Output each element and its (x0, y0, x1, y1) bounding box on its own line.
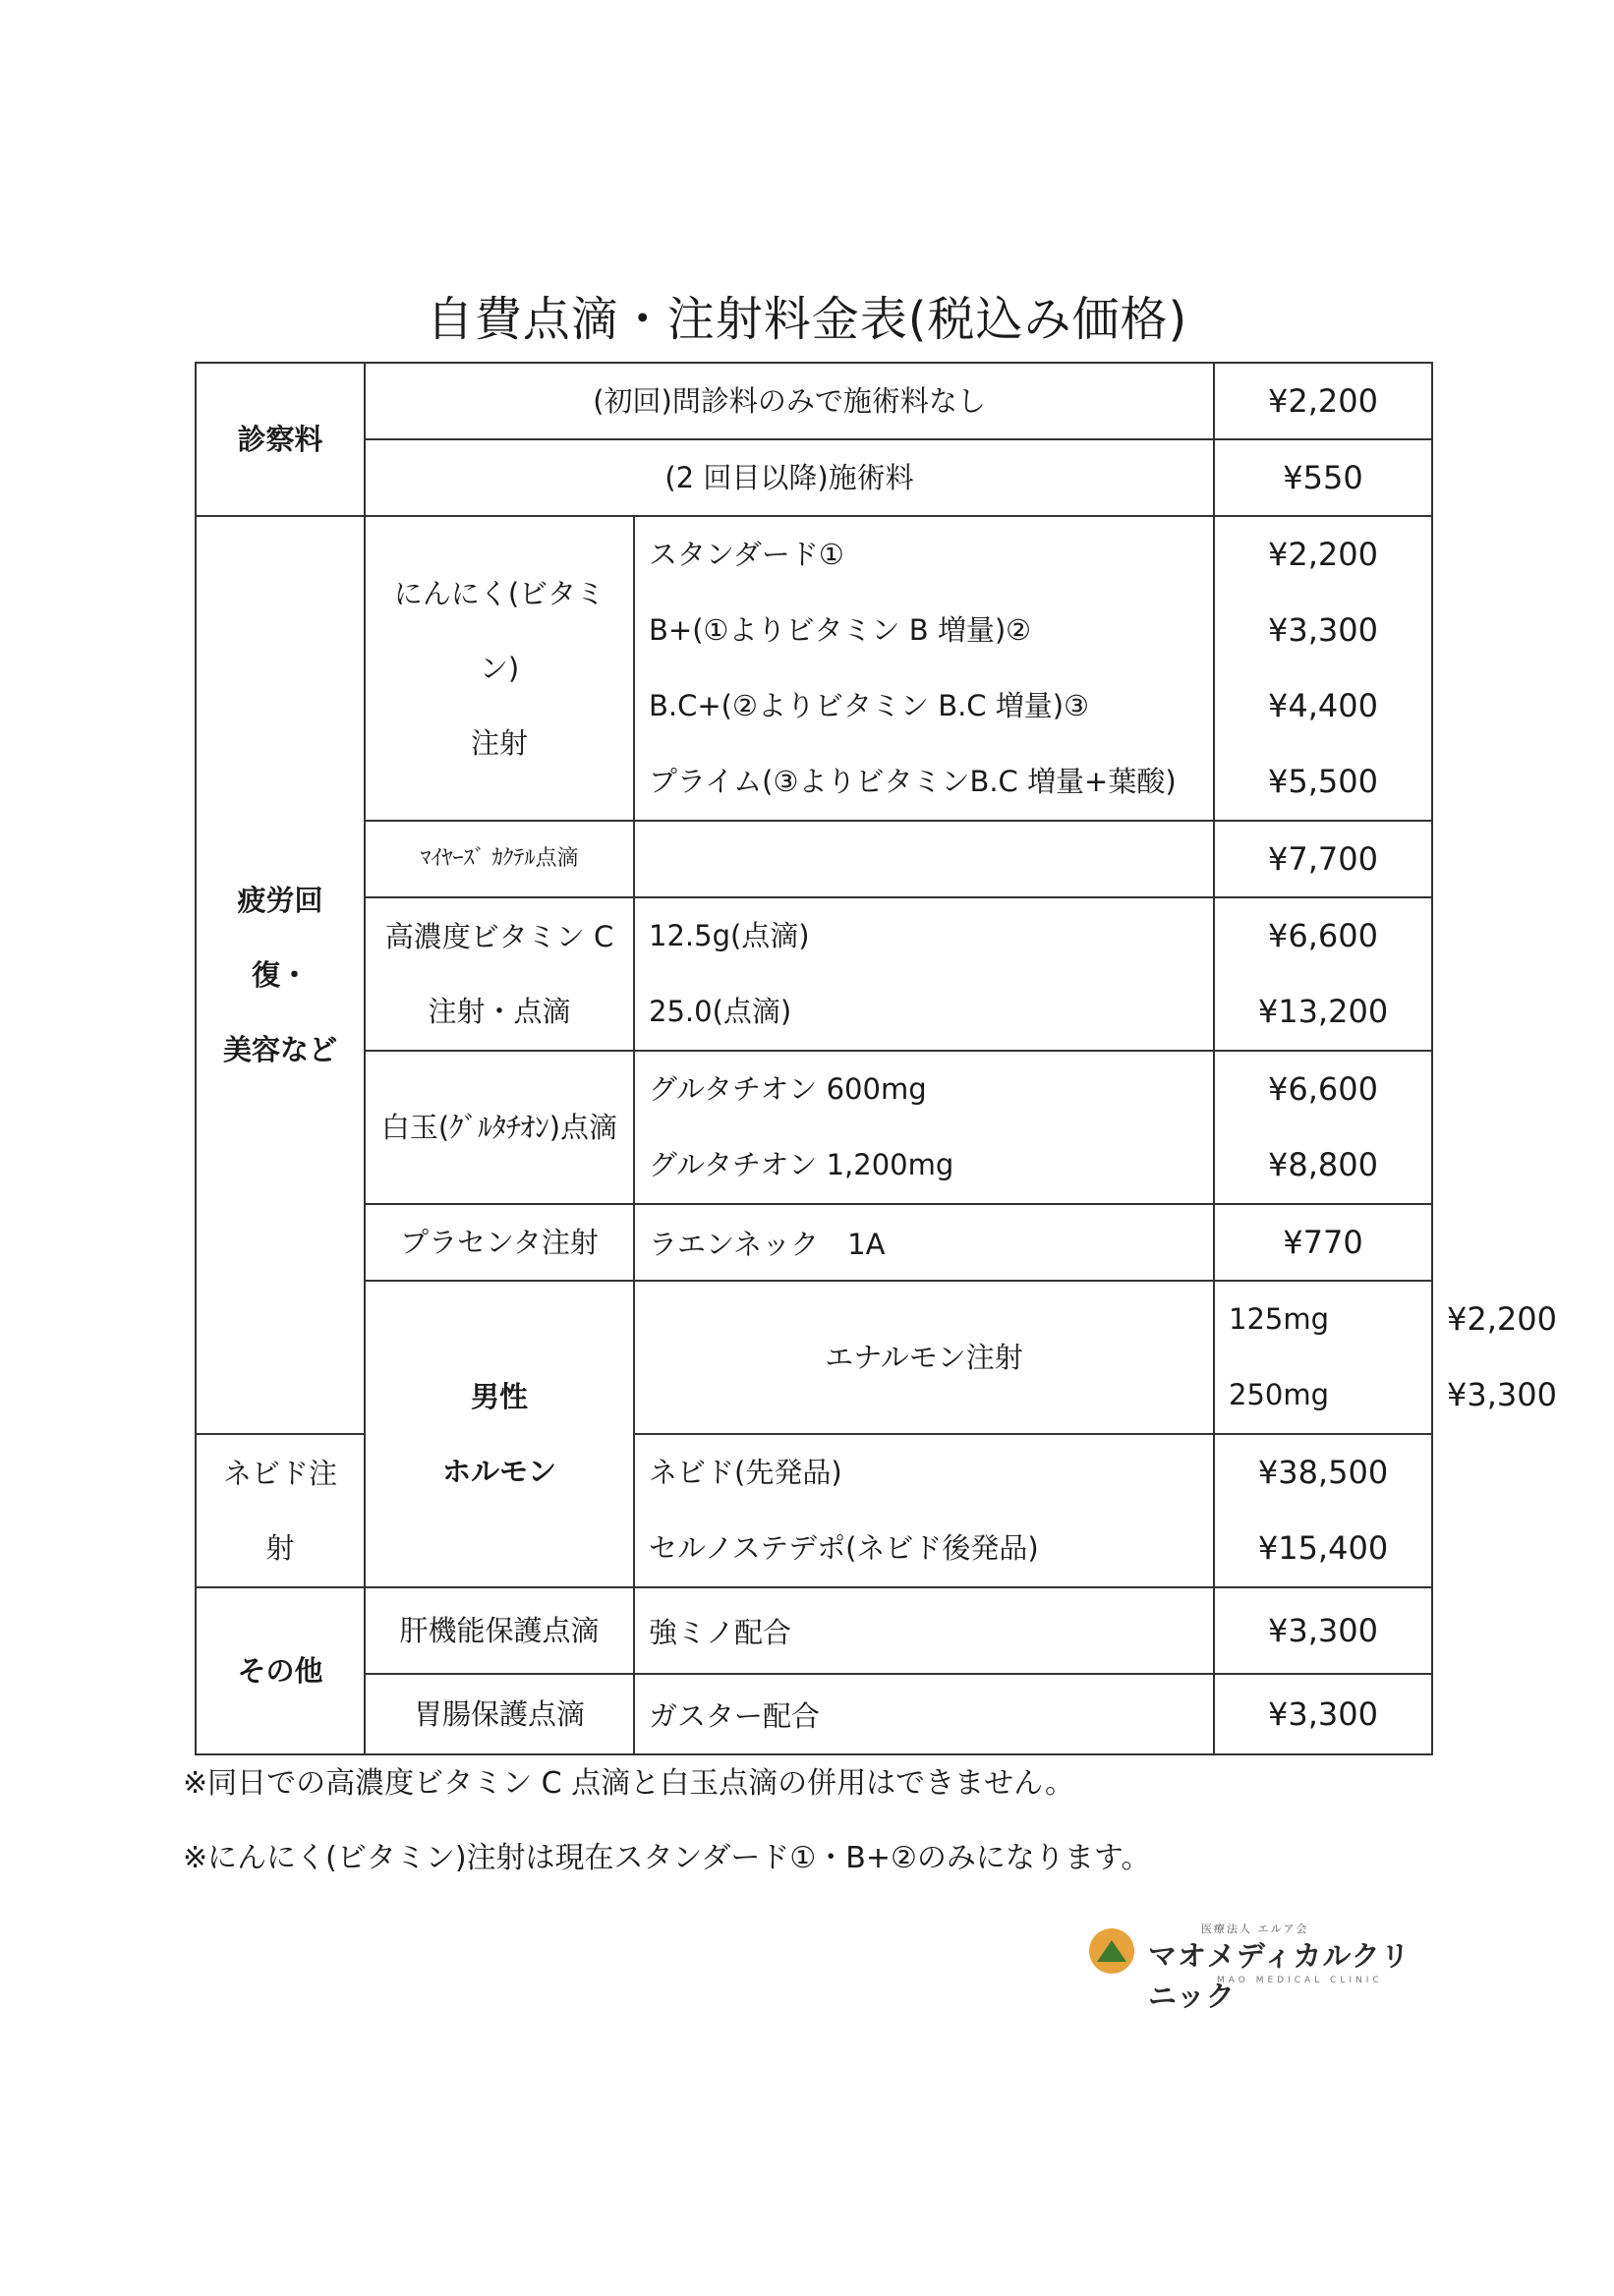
logo-corp: 医療法人 エルア会 (1201, 1923, 1309, 1935)
enarmon-label: エナルモン注射 (634, 1281, 1214, 1434)
nebido-label: ネビド注射 (196, 1434, 365, 1587)
category-male-hormone (365, 1281, 634, 1587)
price: ¥13,200 (1257, 993, 1389, 1030)
table-row (196, 821, 1432, 897)
price: ¥6,600 (1268, 917, 1378, 954)
myers-label: ﾏｲﾔｰｽﾞ ｶｸﾃﾙ点滴 (365, 821, 634, 897)
garlic-items (634, 516, 1214, 821)
table-row (196, 439, 1432, 516)
shiratama-items (634, 1051, 1214, 1204)
logo-sub: MAO MEDICAL CLINIC (1217, 1976, 1383, 1985)
price: ¥5,500 (1268, 763, 1378, 800)
other-item: ガスター配合 (634, 1674, 1214, 1754)
placenta-price: ¥770 (1214, 1204, 1432, 1281)
vitc-items (634, 897, 1214, 1051)
list-item: プライム(③よりビタミンB.C 増量+葉酸) (649, 765, 1177, 798)
list-item: 250mg (1229, 1378, 1330, 1411)
other-item: 強ミノ配合 (634, 1587, 1214, 1674)
category-consultation: 診察料 (196, 363, 365, 516)
placenta-item: ラエンネック 1A (634, 1204, 1214, 1281)
category-line: ホルモン (441, 1455, 556, 1488)
list-item: B.C+(②よりビタミン B.C 増量)③ (649, 689, 1090, 722)
page-title: 自費点滴・注射料金表(税込み価格) (426, 292, 1188, 347)
table-row (196, 1051, 1432, 1204)
price: ¥38,500 (1257, 1454, 1389, 1491)
label-line: 注射・点滴 (428, 995, 571, 1028)
table-row (196, 1204, 1432, 1281)
garlic-label (365, 516, 634, 821)
table-row: 男性 ホルモン エナルモン注射 125mg 250mg ¥2,200 ¥3,300 (196, 1281, 1432, 1434)
label-line: 注射 (470, 726, 528, 760)
price: ¥3,300 (1268, 611, 1378, 649)
category-line: 美容など (222, 1033, 337, 1066)
list-item: グルタチオン 600mg (649, 1072, 927, 1106)
myers-price: ¥7,700 (1214, 821, 1432, 897)
logo-name: マオメディカルクリニック (1148, 1939, 1411, 2013)
shiratama-label: 白玉(ｸﾞﾙﾀﾁｵﾝ)点滴 (365, 1051, 634, 1204)
other-label: 胃腸保護点滴 (365, 1674, 634, 1754)
other-label: 肝機能保護点滴 (365, 1587, 634, 1674)
row-price: ¥2,200 (1214, 363, 1432, 439)
price: ¥2,200 (1268, 536, 1378, 573)
row-price: ¥550 (1214, 439, 1432, 516)
table-row (196, 363, 1432, 439)
label-line: 高濃度ビタミン C (384, 920, 614, 953)
note-text: ※にんにく(ビタミン)注射は現在スタンダード①・B+②のみになります。 (183, 1841, 1151, 1875)
table-row (196, 1674, 1432, 1754)
price: ¥8,800 (1268, 1146, 1378, 1183)
fee-table (195, 362, 1557, 1755)
garlic-prices (1214, 516, 1432, 821)
category-fatigue (196, 516, 365, 1434)
vitc-label (365, 897, 634, 1051)
list-item: 12.5g(点滴) (649, 919, 810, 952)
other-price: ¥3,300 (1214, 1587, 1432, 1674)
row-item: (2 回目以降)施術料 (365, 439, 1214, 516)
nebido-prices (1214, 1434, 1432, 1587)
row-item: (初回)問診料のみで施術料なし (365, 363, 1214, 439)
category-line: 疲労回復・ (237, 884, 323, 992)
other-price: ¥3,300 (1214, 1674, 1432, 1754)
clinic-logo (1089, 1923, 1423, 2013)
label-line: にんにく(ビタミン) (393, 577, 605, 685)
notes (183, 1759, 1150, 1909)
price: ¥6,600 (1268, 1070, 1378, 1108)
price: ¥4,400 (1268, 687, 1378, 724)
vitc-prices (1214, 897, 1432, 1051)
list-item: グルタチオン 1,200mg (649, 1148, 954, 1181)
note-text: ※同日での高濃度ビタミン C 点滴と白玉点滴の併用はできません。 (183, 1766, 1074, 1801)
category-other: その他 (196, 1587, 365, 1754)
table-row (196, 1587, 1432, 1674)
list-item: 125mg (1229, 1302, 1330, 1336)
enarmon-items (1214, 1281, 1432, 1434)
table-row (196, 897, 1432, 1051)
list-item: ネビド(先発品) (649, 1456, 842, 1489)
clinic-logo-icon (1089, 1928, 1134, 1974)
list-item: 25.0(点滴) (649, 995, 792, 1028)
myers-item (634, 821, 1214, 897)
placenta-label: プラセンタ注射 (365, 1204, 634, 1281)
list-item: スタンダード① (649, 538, 844, 571)
list-item: B+(①よりビタミン B 増量)② (649, 613, 1032, 647)
list-item: セルノステデポ(ネビド後発品) (649, 1531, 1039, 1565)
shiratama-prices (1214, 1051, 1432, 1204)
nebido-items (634, 1434, 1214, 1587)
table-row (196, 516, 1432, 821)
price: ¥15,400 (1257, 1529, 1389, 1567)
category-line: 男性 (470, 1380, 528, 1413)
